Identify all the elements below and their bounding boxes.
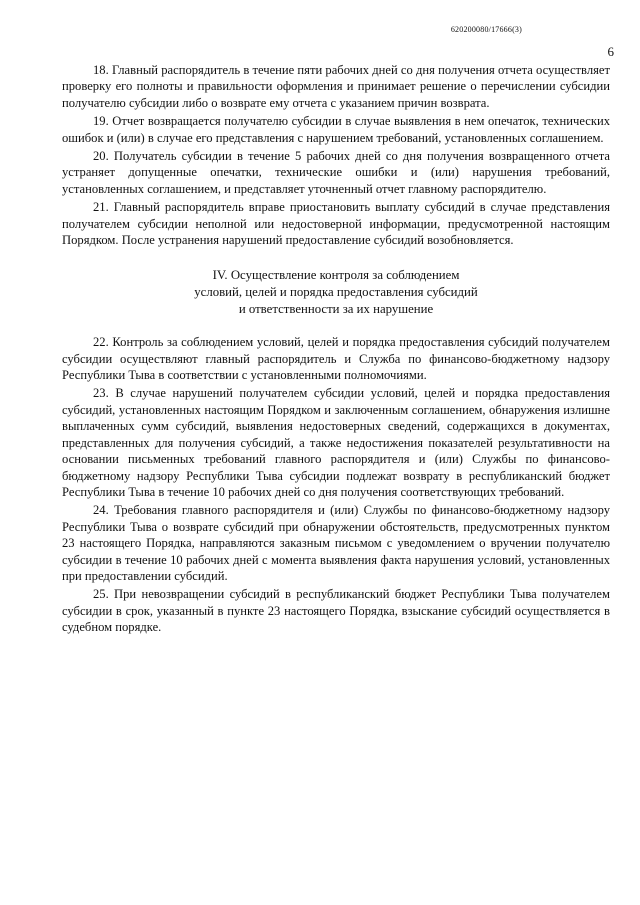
paragraph-19: 19. Отчет возвращается получателю субсидии в случае выявления в нем опечаток, технических ошибок и (или) в случае его представления с нарушением требований, установленных соглашением. — [62, 114, 610, 145]
paragraph-25: 25. При невозвращении субсидий в республиканский бюджет Республики Тыва получателем субсидии в срок, указанный в пункте 23 настоящего Порядка, взыскание субсидий осуществляется в судебном порядке. — [62, 587, 610, 635]
page-number: 6 — [607, 44, 614, 59]
paragraph-22: 22. Контроль за соблюдением условий, целей и порядка предоставления субсидий получателем субсидии осуществляют главный распорядитель и Служба по финансово-бюджетному надзору Республики Тыва в соответствии с установленными полномочиями. — [62, 335, 610, 383]
section-heading-line-2: условий, целей и порядка предоставления субсидий — [194, 285, 478, 300]
section-heading-line-1: IV. Осуществление контроля за соблюдением — [212, 268, 460, 283]
paragraph-18: 18. Главный распорядитель в течение пяти рабочих дней со дня получения отчета осуществляет проверку его полноты и правильности оформления и принимает решение о перечислении субсидии получателю субсидии либо о возврате ему отчета с указанием причин возврата. — [62, 63, 610, 110]
paragraph-24: 24. Требования главного распорядителя и (или) Службы по финансово-бюджетному надзору Республики Тыва о возврате субсидий при обнаружении обстоятельств, предусмотренных пунктом 23 настоящего Порядка, направляются заказным письмом с уведомлением о вручении получателю субсидии в течение 10 рабочих дней с момента выявления факта нарушения условий, установленных при предоставлении субсидий. — [62, 503, 610, 583]
document-id: 620200080/17666(3) — [450, 25, 522, 34]
paragraph-20: 20. Получатель субсидии в течение 5 рабочих дней со дня получения возвращенного отчета устраняет допущенные опечатки, технические ошибки и (или) нарушения требований, установленных соглашением, и представляет уточненный отчет главному распорядителю. — [62, 149, 610, 196]
paragraph-21: 21. Главный распорядитель вправе приостановить выплату субсидий в случае представления получателем субсидии неполной или недостоверной информации, предусмотренной настоящим Порядком. После устранения нарушений предоставление субсидий возобновляется. — [62, 200, 610, 248]
paragraph-23: 23. В случае нарушений получателем субсидии условий, целей и порядка предоставления субсидий, установленных настоящим Порядком и заключенным соглашением, обнаружения излишне выплаченных сумм субсидий, выявления недостоверных сведений, содержащихся в документах, представленных для получения субсидий, а также недостижения показателей результативности на основании письменных требований главного распорядителя и (или) Службы по финансово-бюджетному надзору Республики Тыва субсидии подлежат возврату в республиканский бюджет Республики Тыва в течение 10 рабочих дней со дня получения соответствующих требований. — [62, 386, 610, 499]
section-heading-line-3: и ответственности за их нарушение — [238, 301, 434, 316]
document-body — [62, 62, 610, 638]
section-heading — [62, 267, 610, 317]
